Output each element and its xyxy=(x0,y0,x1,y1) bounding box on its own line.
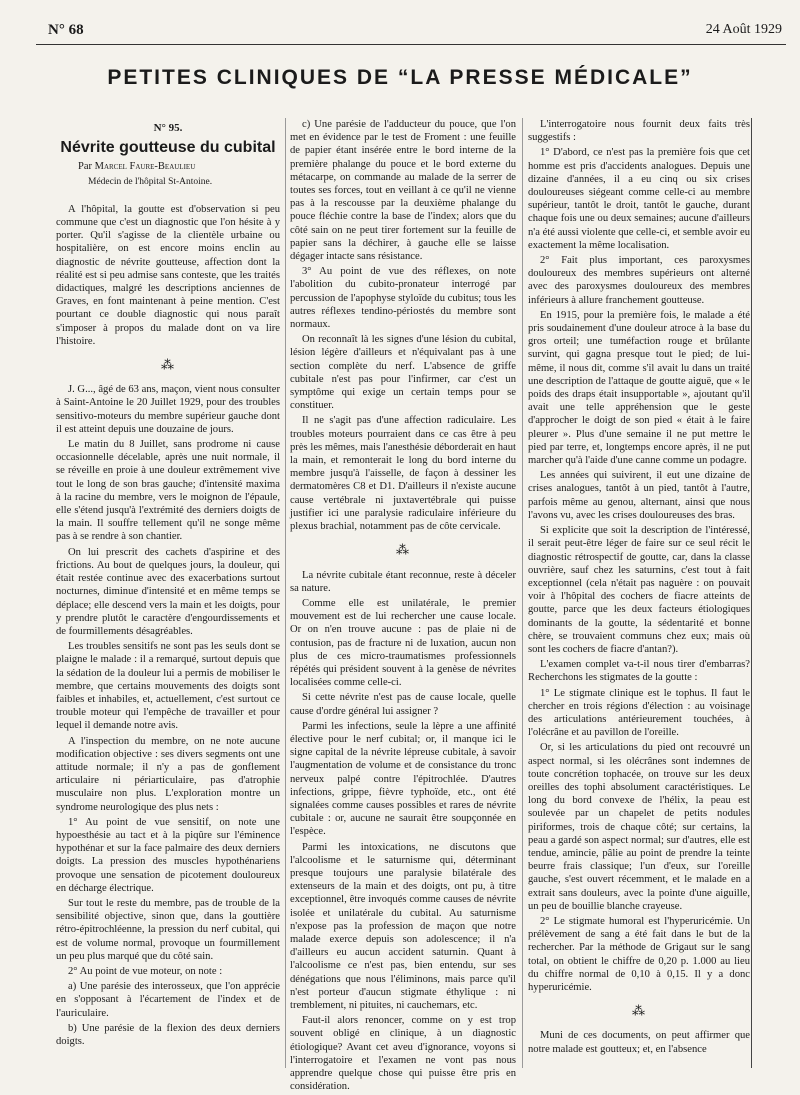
paragraph: Il ne s'agit pas d'une affection radiculaire. Les troubles moteurs pourraient dans ce cas être à peu près les mêmes, mais l'anesthésie déborderait en haut la main, et remonterait le long du bord interne du membre jusqu'à l'aisselle, de façon à dessiner les dermatomères C8 et D1. D'ailleurs il n'existe aucune cause vertébrale ni juxtavertébrale qui puisse justifier ici une paralysie radiculaire inférieure du plexus brachial, notamment pas de côte cervicale. xyxy=(290,415,516,533)
paragraph: On lui prescrit des cachets d'aspirine et des frictions. Au bout de quelques jours, la douleur, qui était restée continue avec des exacerbations surtout nocturnes, diminue d'intensité et en même temps se déplace; elle descend vers la main et les doigts, pour y prendre plutôt le caractère d'engourdissements et de fourmillements désagréables. xyxy=(56,546,280,637)
paragraph: Comme elle est unilatérale, le premier mouvement est de lui rechercher une cause locale. Or on n'en trouve aucune : pas de plaie ni de contusion, pas de fracture ni de luxation, aucun non plus de ces micro-traumatismes professionnels répétés qui président souvent à la genèse de névrites localisées comme celle-ci. xyxy=(290,597,516,689)
author-name: Marcel Faure-Beaulieu xyxy=(94,161,196,173)
paragraph: On reconnaît là les signes d'une lésion du cubital, lésion légère d'ailleurs et n'équivalant pas à une section complète du nerf. L'absence de griffe cubitale n'est pas pour l'infirmer, car c'est un symptôme qui exige un certain temps pour se constituer. xyxy=(290,334,516,412)
byline xyxy=(78,160,280,173)
header-rule xyxy=(36,44,786,45)
page-edge-rule xyxy=(751,118,752,1068)
paragraph: Muni de ces documents, on peut affirmer que notre malade est goutteux; et, en l'absence xyxy=(528,1030,750,1055)
paragraph: La névrite cubitale étant reconnue, reste à déceler sa nature. xyxy=(290,569,516,594)
paragraph: Parmi les intoxications, ne discutons que l'alcoolisme et le saturnisme qui, déterminant presque toujours une paralysie bilatérale des extenseurs de la main et des doigts, ont pu, à titre exceptionnel, être invoqués comme causes de névrite isolée et unilatérale du cubital. Au saturnisme n'expose pas la profession de maçon que notre malade exerce depuis son adolescence; il n'a d'ailleurs eu aucun accident saturnin. Quant à l'alcoolisme ce n'est pas, bien entendu, sur ses dénégations que nous l'éliminons, mais parce qu'il n'est porteur d'aucun stigmate éthylique : ni tremblement, ni pituites, ni cauchemars, etc. xyxy=(290,841,516,1011)
byline-prefix: Par xyxy=(78,161,95,173)
paragraph: c) Une parésie de l'adducteur du pouce, que l'on met en évidence par le test de Froment : une feuille de papier étant insérée entre le bord interne de la première phalange du pouce et le bord externe du métacarpe, on commande au malade de la serrer de toutes ses forces, tout en veillant à ce qu'il ne vienne pas à la rescousse par la deuxième phalange du pouce fléchie contre la base de l'index; alors que du côté sain on ne peut tirer fortement sur la feuille de papier sans la déchirer, à gauche elle se laisse dégager intacte sans résistance. xyxy=(290,119,516,263)
paragraph: 2° Au point de vue moteur, on note : xyxy=(68,965,223,977)
paragraph: L'interrogatoire nous fournit deux faits très suggestifs : xyxy=(528,119,750,144)
paragraph: Si explicite que soit la description de l'intéressé, il serait peut-être léger de faire sur ce seul récit le diagnostic rétrospectif de goutte, car, dans la classe ouvrière, sauf chez les saturnins, c'est tout à fait exceptionnel (cela n'était pas naguère : on pouvait voir à l'hôpital des cochers de fiacre atteints de goutte, parce que les deux facteurs étiologiques dominants de la goutte, la sédentarité et bonne chère, se trouvaient communs chez eux; mais où sont les cochers de fiacre d'antan?). xyxy=(528,525,750,655)
paragraph: b) Une parésie de la flexion des deux derniers doigts. xyxy=(56,1022,280,1047)
paragraph: Si cette névrite n'est pas de cause locale, quelle cause d'ordre général lui assigner ? xyxy=(290,692,516,717)
paragraph: a) Une parésie des interosseux, que l'on apprécie en s'opposant à l'écartement de l'index et de l'auriculaire. xyxy=(56,981,280,1019)
article-title: Névrite goutteuse du cubital xyxy=(60,139,276,157)
author-affiliation: Médecin de l'hôpital St-Antoine. xyxy=(88,176,213,187)
paragraph: Le matin du 8 Juillet, sans prodrome ni cause occasionnelle décelable, après une nuit normale, il se réveille en proie à une douleur extrêmement vive tout le long de son bras gauche; d'intensité maxima à la racine du membre, vers le moignon de l'épaule, elle s'étend jusqu'à l'extrémité des derniers doigts de la main. Il souffre tellement qu'il ne songe même pas à se rendre à son chantier. xyxy=(56,439,280,543)
paragraph: Les troubles sensitifs ne sont pas les seuls dont se plaigne le malade : il a remarqué, surtout depuis que la sédation de la douleur lui a permis de mobiliser le membre, que certains mouvements des doigts sont faibles et inhabiles, et, actuellement, c'est surtout ce trouble moteur qui l'empêche de travailler et pour lequel il demande notre avis. xyxy=(56,641,280,732)
paragraph: Parmi les infections, seule la lèpre a une affinité élective pour le nerf cubital; or, il manque ici le signe capital de la névrite lépreuse cubitale, à savoir l'augmentation de volume et de consistance du tronc nerveux palpé contre l'épitrochlée. D'autres infections, grippe, fièvre typhoïde, etc., ont été signalées comme causes possibles et rares de névrite cubitale : or, aucune ne saurait être soupçonnée en l'espèce. xyxy=(290,720,516,838)
case-number: N° 95. xyxy=(153,122,183,134)
column-2 xyxy=(290,118,516,1095)
paragraph: 1° Le stigmate clinique est le tophus. Il faut le chercher en trois régions d'élection : au voisinage des articulations antérieurement touchées, à l'olécrâne et au pavillon de l'oreille. xyxy=(528,687,750,739)
running-head xyxy=(48,22,782,42)
paragraph: 2° Le stigmate humoral est l'hyperuricémie. Un prélèvement de sang a été fait dans le but de la rechercher. Par la méthode de Grigaut sur le sang total, on obtient le chiffre de 0,20 p. 1.000 au lieu du chiffre normal de 0,10 à 0,15. Il y a donc hyperuricémie. xyxy=(528,915,750,993)
issue-number: N° 68 xyxy=(48,22,84,38)
section-separator: ⁂ xyxy=(396,542,410,558)
paragraph: Or, si les articulations du pied ont recouvré un aspect normal, si les olécrânes sont indemnes de toute concrétion tophacée, on trouve sur les deux oreilles des tophi absolument caractéristiques. Le long du bord convexe de l'hélix, la peau est soulevée par un chapelet de petits nodules piriformes, trois de chaque côté; sur certains, la peau a gardé son aspect normal; sur d'autres, elle est tendue, amincie, pâlie au point de prendre la teinte beurre frais classique; l'un d'eux, sur l'oreille gauche, s'est ouvert récemment, et le malade en a extrait sans douleurs, avec la pointe d'une aiguille, un peu de bouillie blanche crayeuse. xyxy=(528,742,750,912)
paragraph: 3° Au point de vue des réflexes, on note l'abolition du cubito-pronateur interrogé par percussion de l'apophyse styloïde du cubitus; tous les autres réflexes tendino-périostés du membre sont normaux. xyxy=(290,266,516,331)
column-1 xyxy=(56,118,280,1050)
paragraph: J. G..., âgé de 63 ans, maçon, vient nous consulter à Saint-Antoine le 20 Juillet 1929, pour des troubles sensitivo-moteurs du membre supérieur gauche dont il est atteint depuis une douzaine de jours. xyxy=(56,384,280,435)
issue-date: 24 Août 1929 xyxy=(705,22,782,37)
paragraph: 2° Fait plus important, ces paroxysmes douloureux des membres supérieurs ont alterné avec des paroxysmes douloureux des membres inférieurs à allure franchement goutteuse. xyxy=(528,255,750,306)
section-title: PETITES CLINIQUES DE “LA PRESSE MÉDICALE” xyxy=(107,66,693,89)
column-3 xyxy=(528,118,750,1058)
paragraph: L'examen complet va-t-il nous tirer d'embarras? Recherchons les stigmates de la goutte : xyxy=(528,659,750,684)
section-separator: ⁂ xyxy=(632,1003,646,1019)
paragraph: En 1915, pour la première fois, le malade a été pris soudainement d'une douleur atroce à la base du gros orteil; une tuméfaction rouge et brûlante survint, qui gagna presque tout le pied; de lui-même, il nous dit, comme s'il avait lu dans un traité une description de l'attaque de goutte aiguë, que « le poids des draps était insupportable », ajoutant qu'il avait une telle appréhension que le geste d'approcher le doigt de son pied « était à le faire pleurer ». Plus d'une semaine il ne put mettre le pied par terre, et, longtemps encore après, il ne put marcher qu'à l'aide d'une canne comme un podagre. xyxy=(528,309,750,467)
column-divider xyxy=(285,118,286,1068)
paragraph: Les années qui suivirent, il eut une dizaine de crises analogues, tantôt à un pied, tantôt à l'autre, parfois même au genou, alternant, ainsi que nous l'avons vu, avec les crises douloureuses des bras. xyxy=(528,470,750,521)
paragraph: Faut-il alors renoncer, comme on y est trop souvent obligé en clinique, à un diagnostic étiologique? Avant cet aveu d'ignorance, voyons si l'interrogatoire et l'examen ne vont pas nous apprendre quelque chose qui puisse être pris en considération. xyxy=(290,1015,516,1093)
paragraph: A l'inspection du membre, on ne note aucune modification objective : ses divers segments ont une attitude normale; il n'y a pas de gonflement articulaire ni périarticulaire, pas d'atrophie musculaire non plus. L'exploration montre un syndrome neurologique des plus nets : xyxy=(56,735,280,813)
paragraph: 1° D'abord, ce n'est pas la première fois que cet homme est pris d'accidents analogues. Depuis une dizaine d'années, il a eu cinq ou six crises douloureuses siégeant comme celle-ci au membre supérieur, tantôt le droit, tantôt le gauche, durant chaque fois une ou deux semaines; aucune d'ailleurs n'a été aussi violente que celle-ci, et semble avoir eu exactement la même localisation. xyxy=(528,147,750,251)
paragraph: A l'hôpital, la goutte est d'observation si peu commune que c'est un diagnostic que l'on hésite à y porter. Qu'il s'agisse de la clientèle urbaine ou hospitalière, on est encore moins enclin au diagnostic de névrite goutteuse, affection dont la réalité est si peu admise sans conteste, que les traités didactiques, malgré les descriptions anciennes de Graves, en font maintenant à peine mention. C'est pourtant ce double diagnostic qui nous paraît s'imposer à propos du malade dont on va lire l'histoire. xyxy=(56,203,280,347)
section-separator: ⁂ xyxy=(161,357,175,373)
paragraph: Sur tout le reste du membre, pas de trouble de la sensibilité objective, sinon que, dans la gouttière rétro-épitrochléenne, la pression du nerf cubital, qui est de volume normal, provoque un fourmillement un peu plus marqué que du côté sain. xyxy=(56,897,280,962)
paragraph: 1° Au point de vue sensitif, on note une hypoesthésie au tact et à la piqûre sur l'éminence hypothénar et sur la face palmaire des deux derniers doigts. La pression des muscles hypothénariens provoque une sensation de picotement douloureux en décharge électrique. xyxy=(56,816,280,894)
column-divider xyxy=(522,118,523,1068)
